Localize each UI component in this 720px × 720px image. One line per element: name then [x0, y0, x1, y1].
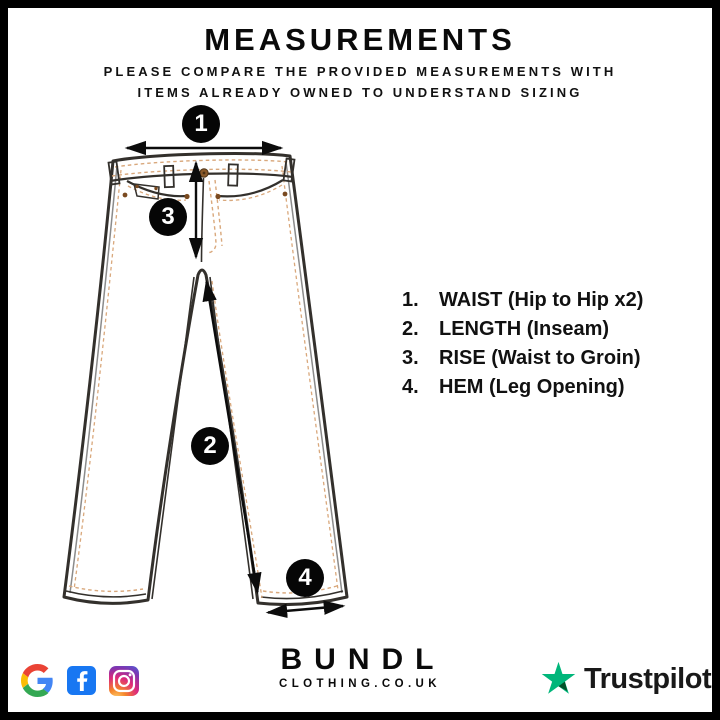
brand-domain: CLOTHING.CO.UK [279, 678, 441, 690]
social-icons [21, 664, 139, 697]
marker-length [191, 427, 229, 465]
legend-number: 4. [402, 376, 419, 398]
legend-number: 3. [402, 347, 419, 369]
legend-label: LENGTH (Inseam) [439, 318, 610, 340]
marker-length-number: 2 [203, 432, 217, 459]
hem-arrow [268, 606, 343, 613]
marker-rise [149, 198, 187, 236]
trustpilot-star-icon [540, 661, 577, 698]
page-title: MEASUREMENTS [204, 22, 516, 57]
header [0, 22, 720, 103]
brand-logo [275, 644, 446, 690]
marker-hem [286, 559, 324, 597]
legend-label: HEM (Leg Opening) [439, 376, 625, 398]
subtitle-line-2: ITEMS ALREADY OWNED TO UNDERSTAND SIZING [137, 85, 583, 100]
legend-label: WAIST (Hip to Hip x2) [439, 289, 644, 311]
marker-waist-number: 1 [194, 110, 208, 137]
legend-number: 1. [402, 289, 419, 311]
jeans-outline [64, 154, 347, 605]
legend-item-rise [402, 344, 643, 373]
facebook-icon[interactable] [67, 666, 96, 695]
brand-name: BUNDL [280, 643, 446, 676]
instagram-icon[interactable] [109, 666, 139, 696]
marker-hem-number: 4 [298, 564, 312, 591]
jeans-waistband [109, 159, 295, 262]
marker-waist [182, 105, 220, 143]
subtitle-line-1: PLEASE COMPARE THE PROVIDED MEASUREMENTS WITH [103, 64, 617, 79]
measurement-legend [402, 286, 643, 402]
marker-rise-number: 3 [161, 203, 175, 230]
page-subtitle [0, 61, 720, 103]
legend-label: RISE (Waist to Groin) [439, 347, 641, 369]
legend-item-hem [402, 373, 643, 402]
legend-number: 2. [402, 318, 419, 340]
legend-item-waist [402, 286, 643, 315]
google-icon[interactable] [21, 664, 54, 697]
trustpilot-label: Trustpilot [584, 663, 712, 695]
legend-item-length [402, 315, 643, 344]
trustpilot-logo[interactable] [540, 661, 711, 698]
